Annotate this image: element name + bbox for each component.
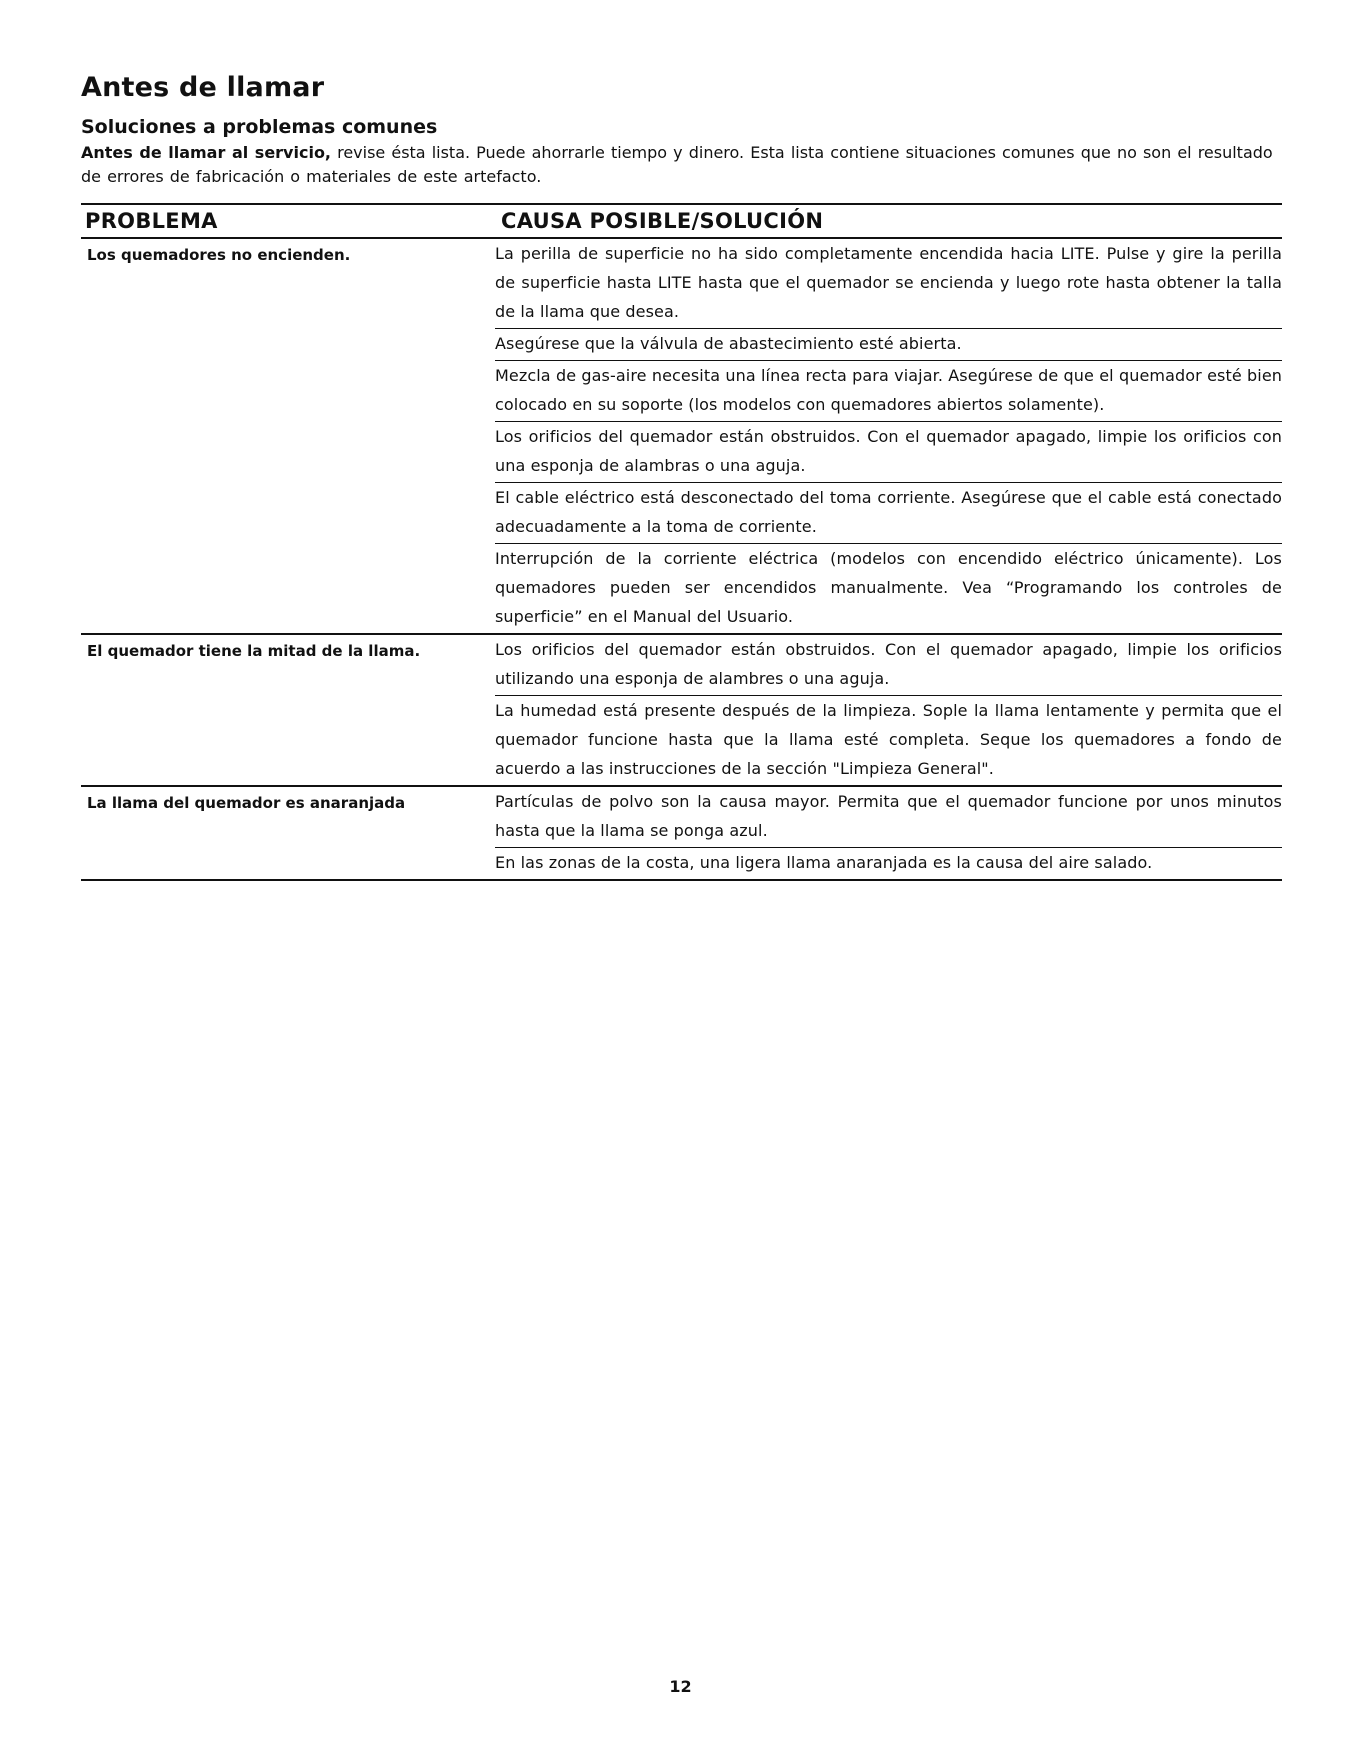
cause-item: El cable eléctrico está desconectado del toma corriente. Asegúrese que el cable está conectado adecuadamente a la toma de corriente.: [495, 483, 1282, 544]
page-number: 12: [669, 1677, 692, 1696]
problem-cell: La llama del quemador es anaranjada: [87, 794, 406, 812]
intro-paragraph: [81, 141, 1282, 189]
page-content: [81, 70, 1282, 881]
cause-item: Partículas de polvo son la causa mayor. Permita que el quemador funcione por unos minutos hasta que la llama se ponga azul.: [495, 787, 1282, 848]
cause-item: Los orificios del quemador están obstruidos. Con el quemador apagado, limpie los orificios utilizando una esponja de alambres o una aguja.: [495, 635, 1282, 696]
cause-item: Mezcla de gas-aire necesita una línea recta para viajar. Asegúrese de que el quemador esté bien colocado en su soporte (los modelos con quemadores abiertos solamente).: [495, 361, 1282, 422]
table-header: [81, 205, 1282, 239]
cause-item: La humedad está presente después de la limpieza. Sople la llama lentamente y permita que el quemador funcione hasta que la llama esté completa. Seque los quemadores a fondo de acuerdo a las instrucciones de la sección "Limpieza General".: [495, 701, 1282, 778]
cause-item: Interrupción de la corriente eléctrica (modelos con encendido eléctrico únicamente). Los quemadores pueden ser encendidos manualmente. Vea “Programando los controles de superficie” en el Manual del Usuario.: [495, 549, 1282, 626]
page-title: Antes de llamar: [81, 72, 325, 103]
cause-item: En las zonas de la costa, una ligera llama anaranjada es la causa del aire salado.: [495, 853, 1153, 872]
intro-text: revise ésta lista. Puede ahorrarle tiempo y dinero. Esta lista contiene situaciones comunes que no son el resultado de errores de fabricación o materiales de este artefacto.: [81, 143, 1273, 186]
cause-item: La perilla de superficie no ha sido completamente encendida hacia LITE. Pulse y gire la perilla de superficie hasta LITE hasta que el quemador se encienda y luego rote hasta obtener la talla de la llama que desea.: [495, 239, 1282, 329]
problem-cell: El quemador tiene la mitad de la llama.: [87, 642, 421, 660]
problem-cell: Los quemadores no encienden.: [87, 246, 351, 264]
troubleshooting-table: [81, 203, 1282, 881]
header-cause: CAUSA POSIBLE/SOLUCIÓN: [501, 209, 824, 233]
causes-cell: [495, 787, 1282, 879]
cause-item: Asegúrese que la válvula de abastecimiento esté abierta.: [495, 329, 1282, 361]
page-subtitle: Soluciones a problemas comunes: [81, 116, 438, 138]
table-row-group: [81, 635, 1282, 787]
table-row-group: [81, 239, 1282, 635]
causes-cell: [495, 635, 1282, 785]
cause-item: Los orificios del quemador están obstruidos. Con el quemador apagado, limpie los orificios con una esponja de alambras o una aguja.: [495, 422, 1282, 483]
intro-lead: Antes de llamar al servicio,: [81, 143, 332, 162]
header-problem: PROBLEMA: [85, 209, 218, 233]
causes-cell: [495, 239, 1282, 633]
table-row-group: [81, 787, 1282, 881]
